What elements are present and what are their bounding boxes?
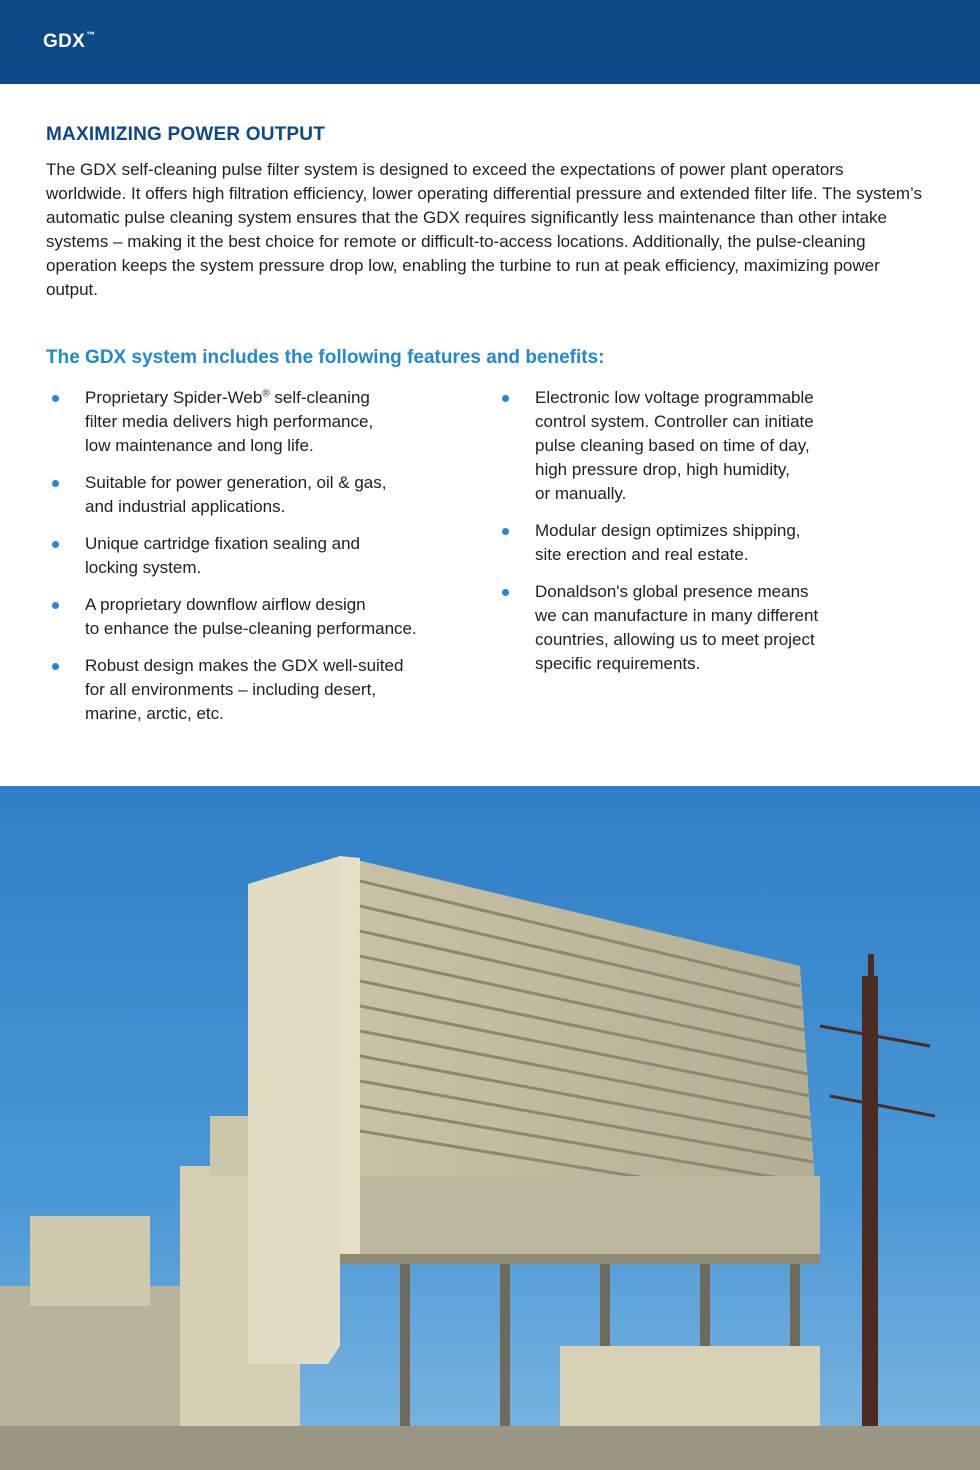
feature-item: Suitable for power generation, oil & gas, and industrial applications. [52, 471, 492, 519]
bullet-icon [52, 663, 59, 670]
intro-paragraph: The GDX self-cleaning pulse filter system is designed to exceed the expectations of power plant operators worldwide. It offers high filtration efficiency, lower operating differential pressure and extended filter life. The system’s automatic pulse cleaning system ensures that the GDX requires significantly less maintenance than other intake systems – making it the best choice for remote or difficult-to-access locations. Additionally, the pulse-cleaning operation keeps the system pressure drop low, enabling the turbine to run at peak efficiency, maximizing power output. [46, 160, 922, 299]
feature-item: Modular design optimizes shipping, site erection and real estate. [502, 519, 922, 567]
feature-item: Proprietary Spider-Web® self-cleaning filter media delivers high performance, low maintenance and long life. [52, 386, 492, 458]
bullet-icon [502, 395, 509, 402]
brand-label: GDX™ [43, 29, 96, 52]
bullet-icon [52, 602, 59, 609]
feature-item: Unique cartridge fixation sealing and locking system. [52, 532, 492, 580]
feature-item: A proprietary downflow airflow design to enhance the pulse-cleaning performance. [52, 593, 492, 641]
bullet-icon [52, 480, 59, 487]
features-list-left [52, 386, 492, 739]
bullet-icon [52, 395, 59, 402]
header-bar [0, 0, 980, 84]
feature-item: Donaldson's global presence means we can manufacture in many different countries, allowing us to meet project specific requirements. [502, 580, 922, 676]
features-heading: The GDX system includes the following features and benefits: [46, 347, 605, 368]
feature-item: Electronic low voltage programmable control system. Controller can initiate pulse cleaning based on time of day, high pressure drop, high humidity, or manually. [502, 386, 922, 506]
trademark-symbol: ™ [86, 29, 96, 40]
bullet-icon [502, 589, 509, 596]
features-list-right [502, 386, 922, 689]
bullet-icon [52, 541, 59, 548]
bullet-icon [502, 528, 509, 535]
gdx-filter-house-photo [0, 786, 980, 1470]
feature-item: Robust design makes the GDX well-suited for all environments – including desert, marine, arctic, etc. [52, 654, 492, 726]
registered-mark: ® [262, 388, 270, 400]
section-title: MAXIMIZING POWER OUTPUT [46, 124, 326, 145]
